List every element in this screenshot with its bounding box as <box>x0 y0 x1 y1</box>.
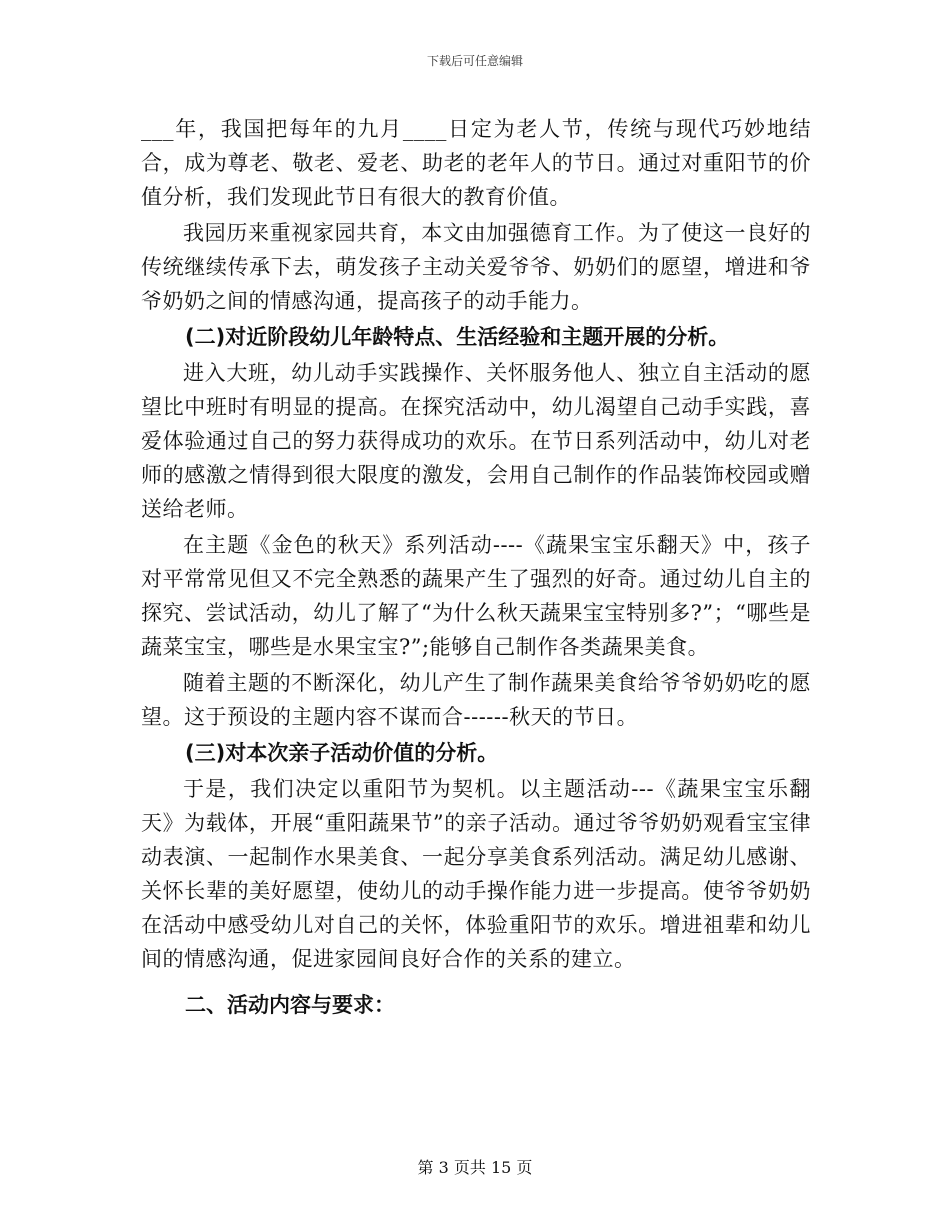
paragraph-3: 进入大班，幼儿动手实践操作、关怀服务他人、独立自主活动的愿望比中班时有明显的提高。在探究活动中，幼儿渴望自己动手实践，喜爱体验通过自己的努力获得成功的欢乐。在节日系列活动中，幼儿对老师的感激之情得到很大限度的激发，会用自己制作的作品装饰校园或赠送给老师。 <box>141 361 811 521</box>
paragraph-1: ___年，我国把每年的九月____日定为老人节，传统与现代巧妙地结合，成为尊老、敬老、爱老、助老的老年人的节日。通过对重阳节的价值分析，我们发现此节日有很大的教育价值。 <box>141 117 811 209</box>
paragraph-2: 我园历来重视家园共育，本文由加强德育工作。为了使这一良好的传统继续传承下去，萌发孩子主动关爱爷爷、奶奶们的愿望，增进和爷爷奶奶之间的情感沟通，提高孩子的动手能力。 <box>141 221 811 313</box>
section-heading-3: (三)对本次亲子活动价值的分析。 <box>185 741 499 765</box>
chapter-heading-2: 二、活动内容与要求： <box>185 993 395 1017</box>
document-body <box>141 112 811 1024</box>
page-header: 下载后可任意编辑 <box>426 54 523 68</box>
section-heading-2: (二)对近阶段幼儿年龄特点、生活经验和主题开展的分析。 <box>185 325 730 349</box>
paragraph-5: 随着主题的不断深化，幼儿产生了制作蔬果美食给爷爷奶奶吃的愿望。这于预设的主题内容不谋而合------秋天的节日。 <box>141 671 811 729</box>
paragraph-4: 在主题《金色的秋天》系列活动----《蔬果宝宝乐翻天》中，孩子对平常常见但又不完全熟悉的蔬果产生了强烈的好奇。通过幼儿自主的探究、尝试活动，幼儿了解了“为什么秋天蔬果宝宝特别多?”；“哪些是蔬菜宝宝，哪些是水果宝宝?”;能够自己制作各类蔬果美食。 <box>141 533 811 659</box>
page-footer: 第 3 页共 15 页 <box>417 1158 533 1177</box>
paragraph-6: 于是，我们决定以重阳节为契机。以主题活动---《蔬果宝宝乐翻天》为载体，开展“重阳蔬果节”的亲子活动。通过爷爷奶奶观看宝宝律动表演、一起制作水果美食、一起分享美食系列活动。满足幼儿感谢、关怀长辈的美好愿望，使幼儿的动手操作能力进一步提高。使爷爷奶奶在活动中感受幼儿对自己的关怀，体验重阳节的欢乐。增进祖辈和幼儿间的情感沟通，促进家园间良好合作的关系的建立。 <box>141 777 811 971</box>
